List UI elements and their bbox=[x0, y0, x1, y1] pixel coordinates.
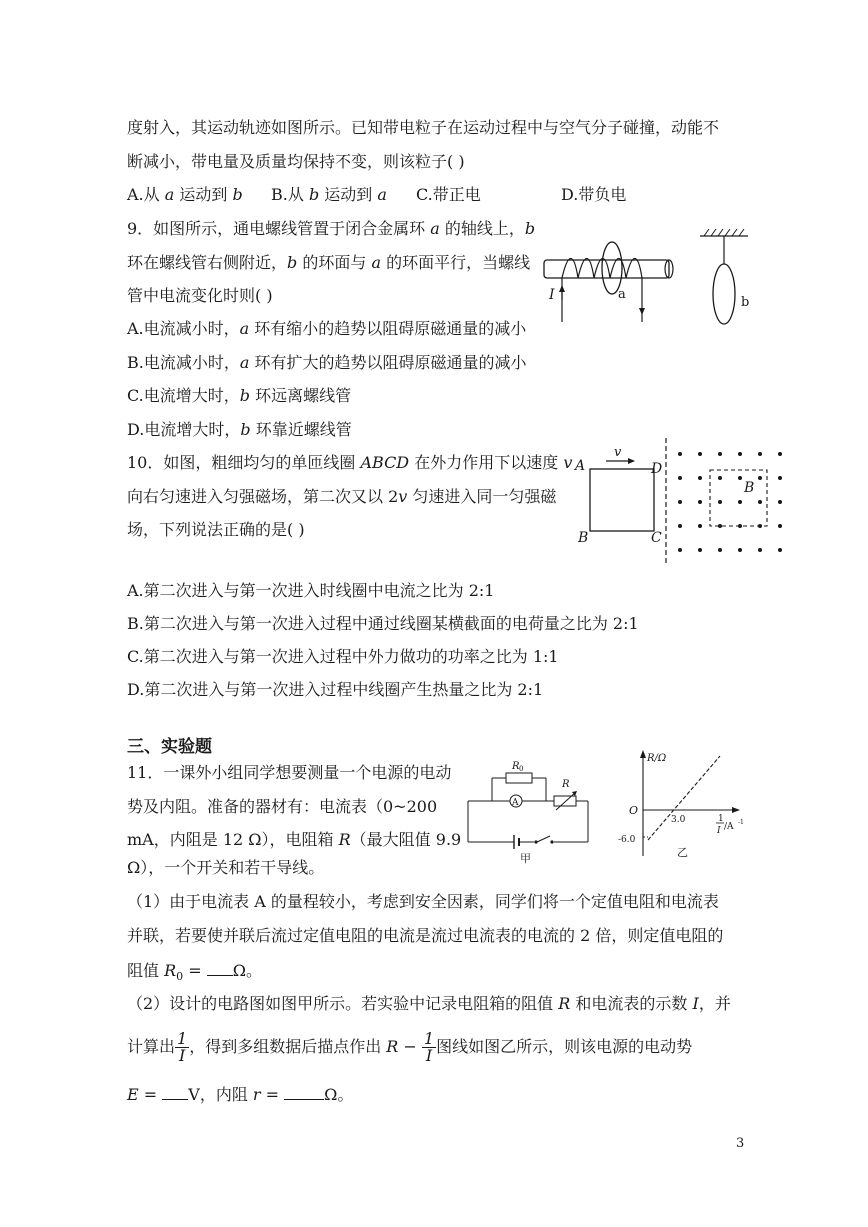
field-label: B bbox=[744, 480, 755, 496]
field-dot bbox=[718, 476, 722, 480]
section-3-title: 三、实验题 bbox=[127, 737, 212, 757]
field-dot bbox=[738, 500, 742, 504]
page-number: 3 bbox=[736, 1136, 745, 1151]
svg-text:I: I bbox=[717, 826, 721, 836]
field-dot bbox=[698, 548, 702, 552]
graph-yi bbox=[610, 744, 760, 864]
svg-text:C: C bbox=[651, 530, 662, 546]
q9-option-b[interactable]: B.电流减小时，a 环有扩大的趋势以阻碍原磁通量的减小 bbox=[127, 353, 527, 372]
q11-line-2: 势及内阻。准备的器材有：电流表（0~200 bbox=[127, 797, 438, 816]
q11-part1-line-1: （1）由于电流表 A 的量程较小，考虑到安全因素，同学们将一个定值电阻和电流表 bbox=[127, 892, 719, 911]
field-dot bbox=[678, 548, 682, 552]
field-dot bbox=[758, 548, 762, 552]
svg-text:乙: 乙 bbox=[677, 846, 688, 859]
q11-part2-line-3: E = V，内阻 r = Ω。 bbox=[127, 1085, 354, 1104]
field-dot bbox=[678, 452, 682, 456]
field-dot bbox=[738, 452, 742, 456]
field-dot bbox=[778, 452, 782, 456]
q11-part1-line-2: 并联，若要使并联后流过定值电阻的电流是流过电流表的电流的 2 倍，则定值电阻的 bbox=[127, 926, 724, 945]
q10-option-c[interactable]: C.第二次进入与第一次进入过程中外力做功的功率之比为 1:1 bbox=[127, 647, 559, 666]
q10-line-3: 场，下列说法正确的是( ) bbox=[127, 520, 305, 539]
field-dot bbox=[718, 500, 722, 504]
svg-text:1: 1 bbox=[718, 814, 724, 824]
q8-option-b[interactable]: B.从 b 运动到 a bbox=[271, 185, 387, 204]
q10-coil-field-figure bbox=[572, 436, 798, 568]
q11-part2-line-2: 计算出 $\frac{1}{I}$ ，得到多组数据后描点作出 R − $\frac{1}{I}$ 图线如图乙所示，则该电源的电动势 bbox=[127, 1029, 693, 1065]
q8-line-1: 度射入，其运动轨迹如图所示。已知带电粒子在运动过程中与空气分子碰撞，动能不 bbox=[127, 118, 720, 137]
q10-line-2: 向右匀速进入匀强磁场，第二次又以 2v 匀速进入同一匀强磁 bbox=[127, 487, 557, 506]
field-dot bbox=[678, 500, 682, 504]
q10-line-1: 10．如图，粗细均匀的单匝线圈 ABCD 在外力作用下以速度 v bbox=[127, 453, 573, 472]
field-dot bbox=[738, 548, 742, 552]
q11-part1-line-3: 阻值 $R_0 = \Omega$。 bbox=[127, 961, 262, 984]
q10-option-b[interactable]: B.第二次进入与第一次进入过程中通过线圈某横截面的电荷量之比为 2:1 bbox=[127, 614, 639, 633]
field-dot bbox=[778, 500, 782, 504]
field-dot bbox=[698, 524, 702, 528]
q8-line-2: 断减小，带电量及质量均保持不变，则该粒子( ) bbox=[127, 152, 465, 171]
field-dot bbox=[698, 476, 702, 480]
fraction-one-over-i: $\frac{1}{I}$ bbox=[177, 1029, 188, 1065]
answer-blank-emf[interactable] bbox=[162, 1083, 188, 1100]
q10-option-d[interactable]: D.第二次进入与第一次进入过程中线圈产生热量之比为 2:1 bbox=[127, 680, 544, 699]
svg-text:R: R bbox=[562, 779, 570, 790]
field-dot bbox=[778, 548, 782, 552]
answer-blank-r0[interactable] bbox=[207, 959, 233, 976]
svg-text:v: v bbox=[614, 445, 622, 460]
q8-option-d[interactable]: D.带负电 bbox=[561, 185, 627, 204]
field-dot bbox=[678, 476, 682, 480]
svg-text:/A: /A bbox=[724, 822, 734, 832]
circuit-diagram-jia bbox=[458, 756, 596, 866]
svg-text:-1: -1 bbox=[738, 819, 744, 826]
q10-option-a[interactable]: A.第二次进入与第一次进入时线圈中电流之比为 2:1 bbox=[127, 581, 495, 600]
svg-text:A: A bbox=[575, 458, 586, 474]
field-dot bbox=[778, 476, 782, 480]
svg-text:B: B bbox=[578, 530, 589, 546]
field-dot bbox=[778, 524, 782, 528]
field-dot bbox=[758, 476, 762, 480]
q11-part2-line-1: （2）设计的电路图如图甲所示。若实验中记录电阻箱的阻值 R 和电流表的示数 I，并 bbox=[127, 994, 731, 1013]
field-dot bbox=[758, 500, 762, 504]
field-dot bbox=[718, 452, 722, 456]
svg-text:O: O bbox=[629, 804, 639, 817]
svg-text:R: R bbox=[512, 761, 520, 772]
ring-a-label: a bbox=[618, 287, 626, 302]
field-dot bbox=[738, 476, 742, 480]
svg-text:A: A bbox=[512, 798, 519, 808]
q9-line-1: 9．如图所示，通电螺线管置于闭合金属环 a 的轴线上，b bbox=[127, 219, 536, 238]
q11-line-3: mA，内阻是 12 Ω），电阻箱 R（最大阻值 9.9 bbox=[127, 830, 462, 849]
field-dot bbox=[718, 548, 722, 552]
q11-line-4: Ω），一个开关和若干导线。 bbox=[127, 858, 325, 877]
field-dot bbox=[678, 524, 682, 528]
q8-option-c[interactable]: C.带正电 bbox=[416, 185, 481, 204]
svg-text:-6.0: -6.0 bbox=[618, 835, 636, 845]
svg-text:3.0: 3.0 bbox=[671, 815, 686, 825]
q9-option-d[interactable]: D.电流增大时，b 环靠近螺线管 bbox=[127, 420, 352, 439]
svg-text:0: 0 bbox=[519, 765, 524, 773]
ring-b-label: b bbox=[741, 295, 750, 310]
ring-b bbox=[713, 264, 735, 324]
q9-line-2: 环在螺线管右侧附近，b 的环面与 a 的环面平行，当螺线 bbox=[127, 253, 531, 272]
q11-line-1: 11．一课外小组同学想要测量一个电源的电动 bbox=[127, 763, 452, 782]
q9-line-3: 管中电流变化时则( ) bbox=[127, 286, 273, 305]
r-vs-inverse-i-line bbox=[648, 756, 720, 840]
svg-text:甲: 甲 bbox=[520, 852, 531, 865]
svg-text:R/Ω: R/Ω bbox=[647, 753, 667, 764]
svg-text:D: D bbox=[651, 461, 663, 477]
coil-abcd bbox=[590, 469, 654, 531]
field-dot bbox=[698, 500, 702, 504]
q8-option-a[interactable]: A.从 a 运动到 b bbox=[127, 185, 243, 204]
q9-solenoid-figure bbox=[540, 222, 765, 332]
answer-blank-internal-resistance[interactable] bbox=[284, 1083, 324, 1100]
q9-option-a[interactable]: A.电流减小时，a 环有缩小的趋势以阻碍原磁通量的减小 bbox=[127, 319, 527, 338]
q9-current-label: I bbox=[549, 287, 555, 303]
q9-option-c[interactable]: C.电流增大时，b 环远离螺线管 bbox=[127, 386, 352, 405]
field-dot bbox=[758, 452, 762, 456]
field-dot bbox=[698, 452, 702, 456]
